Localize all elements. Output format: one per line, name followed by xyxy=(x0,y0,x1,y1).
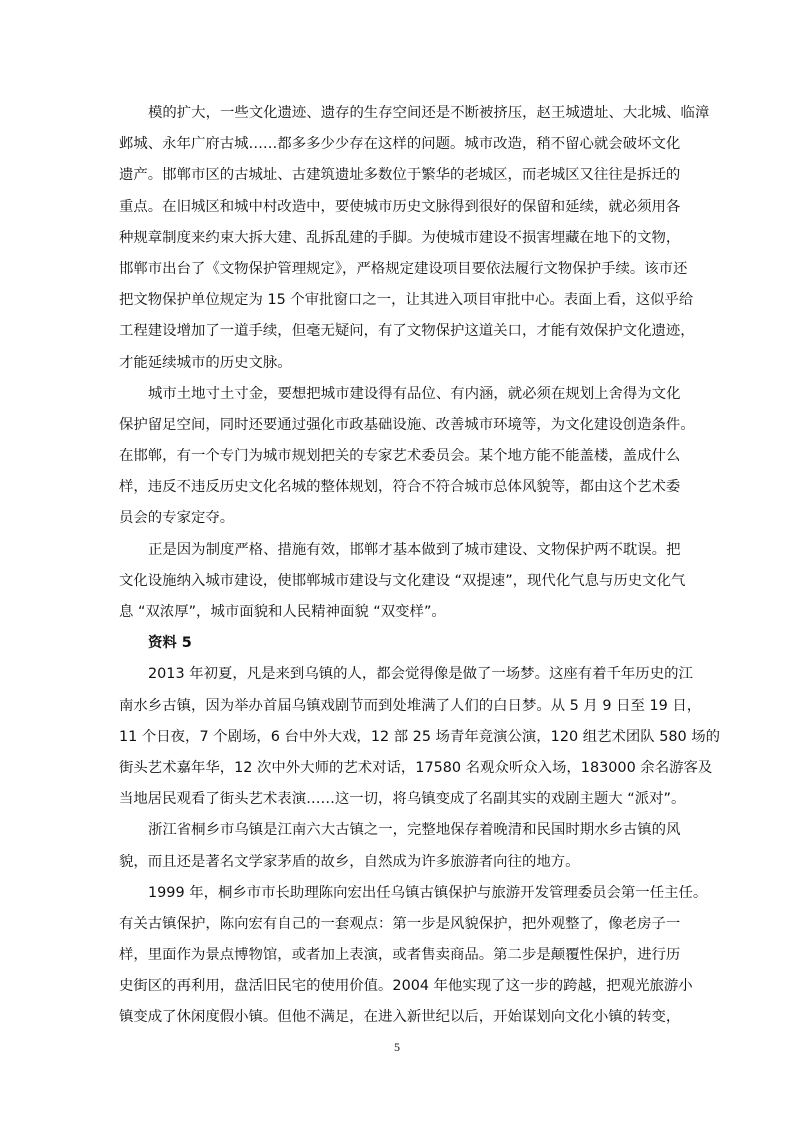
text-line: 当地居民观看了街头艺术表演……这一切，将乌镇变成了名副其实的戏剧主题大 “派对”。 xyxy=(119,791,686,808)
text-line: 南水乡古镇，因为举办首届乌镇戏剧节而到处堆满了人们的白日梦。从 5 月 9 日至 19 日， xyxy=(119,697,702,714)
paragraph xyxy=(119,659,721,815)
text-line: 有关古镇保护，陈向宏有自己的一套观点：第一步是风貌保护，把外观整了，像老房子一 xyxy=(119,915,681,932)
text-line: 在邯郸，有一个专门为城市规划把关的专家艺术委员会。某个地方能不能盖楼，盖成什么 xyxy=(119,448,681,465)
section-heading xyxy=(119,628,679,659)
text-line: 城市土地寸土寸金，要想把城市建设得有品位、有内涵，就必须在规划上舍得为文化 xyxy=(148,385,681,402)
text-line: 遗产。邯郸市区的古城址、古建筑遗址多数位于繁华的老城区，而老城区又往往是拆迁的 xyxy=(119,167,681,184)
text-line: 重点。在旧城区和城中村改造中，要使城市历史文脉得到很好的保留和延续，就必须用各 xyxy=(119,198,681,215)
paragraph xyxy=(119,98,710,379)
paragraph xyxy=(119,878,708,1034)
text-line: 邯郸市出台了《文物保护管理规定》，严格规定建设项目要依法履行文物保护手续。该市还 xyxy=(119,260,688,277)
heading-text: 资料 5 xyxy=(148,635,192,652)
text-line: 史街区的再利用，盘活旧民宅的使用价值。2004 年他实现了这一步的跨越，把观光旅游小 xyxy=(119,978,693,995)
document-body xyxy=(119,98,721,1034)
text-line: 把文物保护单位规定为 15 个审批窗口之一，让其进入项目审批中心。表面上看，这似乎给 xyxy=(119,292,694,309)
text-line: 貌，而且还是著名文学家茅盾的故乡，自然成为许多旅游者向往的地方。 xyxy=(119,853,580,870)
text-line: 镇变成了休闲度假小镇。但他不满足，在进入新世纪以后，开始谋划向文化小镇的转变， xyxy=(119,1009,681,1026)
text-line: 种规章制度来约束大拆大建、乱拆乱建的手脚。为使城市建设不损害埋藏在地下的文物， xyxy=(119,229,681,246)
text-line: 2013 年初夏，凡是来到乌镇的人，都会觉得像是做了一场梦。这座有着千年历史的江 xyxy=(148,666,693,683)
text-line: 息 “双浓厚”，城市面貌和人民精神面貌 “双变样”。 xyxy=(119,604,446,620)
paragraph xyxy=(119,535,686,629)
text-line: 邺城、永年广府古城……都多多少少存在这样的问题。城市改造，稍不留心就会破坏文化 xyxy=(119,136,681,153)
text-line: 文化设施纳入城市建设，使邯郸城市建设与文化建设 “双提速”，现代化气息与历史文化气 xyxy=(119,572,686,589)
paragraph xyxy=(119,379,695,535)
text-line: 样，里面作为景点博物馆，或者加上表演，或者售卖商品。第二步是颠覆性保护，进行历 xyxy=(119,947,681,964)
text-line: 保护留足空间，同时还要通过强化市政基础设施、改善城市环境等，为文化建设创造条件。 xyxy=(119,416,695,433)
text-line: 1999 年，桐乡市市长助理陈向宏出任乌镇古镇保护与旅游开发管理委员会第一任主任。 xyxy=(148,884,708,901)
text-line: 才能延续城市的历史文脉。 xyxy=(119,354,292,371)
page-number: 5 xyxy=(394,1040,400,1054)
text-line: 浙江省桐乡市乌镇是江南六大古镇之一，完整地保存着晚清和民国时期水乡古镇的风 xyxy=(148,822,681,839)
text-line: 样，违反不违反历史文化名城的整体规划，符合不符合城市总体风貌等，都由这个艺术委 xyxy=(119,479,681,496)
text-line: 工程建设增加了一道手续，但毫无疑问，有了文物保护这道关口，才能有效保护文化遗迹， xyxy=(119,323,695,340)
text-line: 街头艺术嘉年华，12 次中外大师的艺术对话，17580 名观众听众入场，183000 余名游客及 xyxy=(119,759,713,776)
text-line: 11 个日夜，7 个剧场，6 台中外大戏，12 部 25 场青年竞演公演，120 组艺术团队 580 场的 xyxy=(119,728,721,745)
text-line: 正是因为制度严格、措施有效，邯郸才基本做到了城市建设、文物保护两不耽误。把 xyxy=(148,541,681,558)
text-line: 员会的专家定夺。 xyxy=(119,510,235,527)
paragraph xyxy=(119,815,679,877)
text-line: 模的扩大，一些文化遗迹、遗存的生存空间还是不断被挤压，赵王城遗址、大北城、临漳 xyxy=(148,105,710,121)
